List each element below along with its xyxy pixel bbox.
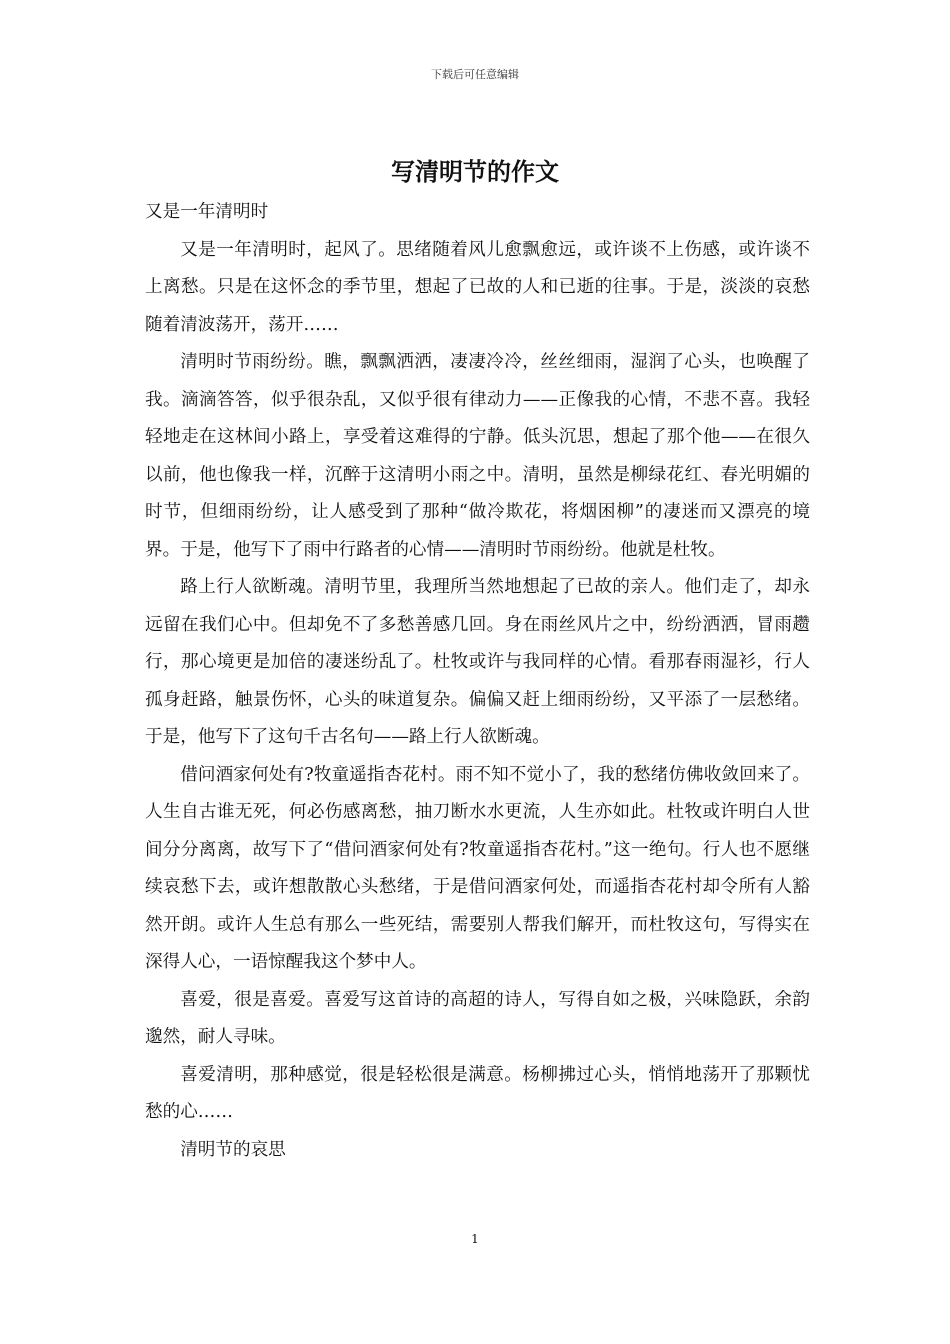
paragraph-5: 喜爱，很是喜爱。喜爱写这首诗的高超的诗人，写得自如之极，兴味隐跃，余韵邈然，耐人寻味。: [145, 989, 810, 1047]
section-heading: 清明节的哀思: [180, 1139, 286, 1160]
paragraph-6: 喜爱清明，那种感觉，很是轻松很是满意。杨柳拂过心头，悄悄地荡开了那颗忧愁的心……: [145, 1064, 810, 1122]
page-number: 1: [471, 1232, 479, 1246]
paragraph-4: 借问酒家何处有?牧童遥指杏花村。雨不知不觉小了，我的愁绪仿佛收敛回来了。人生自古谁无死，何必伤感离愁，抽刀断水水更流，人生亦如此。杜牧或许明白人世间分分离离，故写下了“借问酒家何处有?牧童遥指杏花村。”这一绝句。行人也不愿继续哀愁下去，或许想散散心头愁绪，于是借问酒家何处，而遥指杏花村却令所有人豁然开朗。或许人生总有那么一些死结，需要别人帮我们解开，而杜牧这句，写得实在深得人心，一语惊醒我这个梦中人。: [145, 764, 810, 972]
document-title: 写清明节的作文: [391, 157, 559, 186]
essay-subtitle: 又是一年清明时: [145, 202, 269, 222]
paragraph-3: 路上行人欲断魂。清明节里，我理所当然地想起了已故的亲人。他们走了，却永远留在我们心中。但却免不了多愁善感几回。身在雨丝风片之中，纷纷洒洒，冒雨趱行，那心境更是加倍的凄迷纷乱了。杜牧或许与我同样的心情。看那春雨湿衫，行人孤身赶路，触景伤怀，心头的味道复杂。偏偏又赶上细雨纷纷，又平添了一层愁绪。于是，他写下了这句千古名句——路上行人欲断魂。: [145, 577, 810, 747]
body-text: [145, 194, 810, 1169]
header-note: 下载后可任意编辑: [431, 68, 519, 81]
paragraph-2: 清明时节雨纷纷。瞧，飘飘洒洒，凄凄冷冷，丝丝细雨，湿润了心头，也唤醒了我。滴滴答答，似乎很杂乱，又似乎很有律动力——正像我的心情，不悲不喜。我轻轻地走在这林间小路上，享受着这难得的宁静。低头沉思，想起了那个他——在很久以前，他也像我一样，沉醉于这清明小雨之中。清明，虽然是柳绿花红、春光明媚的时节，但细雨纷纷，让人感受到了那种“做冷欺花，将烟困柳”的凄迷而又漂亮的境界。于是，他写下了雨中行路者的心情——清明时节雨纷纷。他就是杜牧。: [145, 352, 810, 560]
paragraph-1: 又是一年清明时，起风了。思绪随着风儿愈飘愈远，或许谈不上伤感，或许谈不上离愁。只是在这怀念的季节里，想起了已故的人和已逝的往事。于是，淡淡的哀愁随着清波荡开，荡开……: [145, 239, 810, 335]
